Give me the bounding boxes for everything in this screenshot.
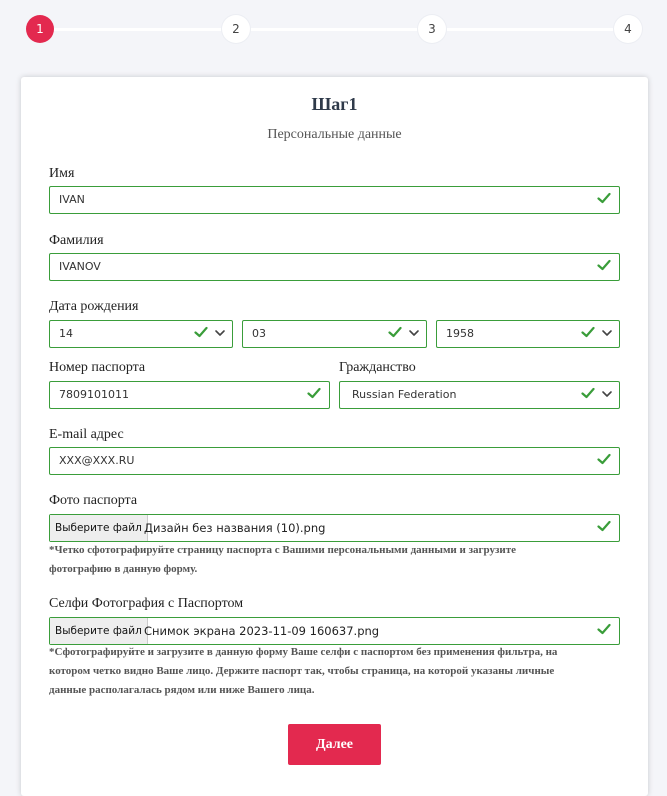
email-input[interactable] bbox=[49, 447, 620, 475]
selfie-photo-label: Селфи Фотография с Паспортом bbox=[49, 596, 244, 611]
citizenship-label: Гражданство bbox=[339, 360, 416, 375]
first-name-input[interactable] bbox=[49, 186, 620, 214]
first-name-label: Имя bbox=[49, 166, 75, 181]
citizenship-value: Russian Federation bbox=[352, 388, 457, 401]
last-name-label: Фамилия bbox=[49, 233, 104, 248]
email-value: XXX@XXX.RU bbox=[59, 454, 135, 467]
passport-number-value: 7809101011 bbox=[59, 388, 129, 401]
birth-year-value: 1958 bbox=[446, 327, 474, 340]
step-1: 1 bbox=[26, 15, 54, 43]
birth-month-select[interactable] bbox=[242, 320, 427, 348]
check-icon bbox=[597, 622, 611, 636]
passport-photo-hint-line2: фотографию в данную форму. bbox=[49, 563, 198, 575]
check-icon bbox=[597, 452, 611, 466]
birth-day-value: 14 bbox=[59, 327, 73, 340]
selfie-photo-file-input[interactable] bbox=[49, 617, 620, 645]
check-icon bbox=[597, 191, 611, 205]
email-label: E-mail адрес bbox=[49, 427, 124, 442]
step-4: 4 bbox=[614, 15, 642, 43]
chevron-down-icon bbox=[408, 327, 420, 339]
first-name-value: IVAN bbox=[59, 193, 85, 206]
last-name-input[interactable] bbox=[49, 253, 620, 281]
selfie-photo-hint-line2: котором четко видно Ваше лицо. Держите паспорт так, чтобы страница, на которой указаны личные bbox=[49, 665, 555, 677]
check-icon bbox=[597, 519, 611, 533]
birth-day-select[interactable] bbox=[49, 320, 233, 348]
stepper-line bbox=[40, 28, 628, 31]
step-title: Шаг1 bbox=[311, 94, 358, 114]
passport-photo-file-input[interactable] bbox=[49, 514, 620, 542]
check-icon bbox=[388, 325, 402, 339]
last-name-value: IVANOV bbox=[59, 260, 101, 273]
chevron-down-icon bbox=[214, 327, 226, 339]
citizenship-select[interactable] bbox=[339, 381, 620, 409]
selfie-photo-choose-button[interactable]: Выберите файл bbox=[50, 618, 148, 644]
step-subtitle: Персональные данные bbox=[267, 127, 402, 142]
step-3: 3 bbox=[418, 15, 446, 43]
passport-number-label: Номер паспорта bbox=[49, 360, 146, 375]
chevron-down-icon bbox=[601, 327, 613, 339]
progress-stepper bbox=[0, 0, 667, 60]
check-icon bbox=[581, 386, 595, 400]
passport-photo-hint bbox=[49, 541, 516, 579]
passport-photo-choose-button[interactable]: Выберите файл bbox=[50, 515, 148, 541]
check-icon bbox=[194, 325, 208, 339]
birth-year-select[interactable] bbox=[436, 320, 620, 348]
check-icon bbox=[307, 386, 321, 400]
form-card bbox=[21, 77, 648, 796]
passport-photo-label: Фото паспорта bbox=[49, 493, 138, 508]
check-icon bbox=[581, 325, 595, 339]
birth-month-value: 03 bbox=[252, 327, 266, 340]
step-2: 2 bbox=[222, 15, 250, 43]
selfie-photo-hint-line1: *Сфотографируйте и загрузите в данную форму Ваше селфи с паспортом без применения фильтра, на bbox=[49, 646, 558, 658]
passport-number-input[interactable] bbox=[49, 381, 330, 409]
selfie-photo-hint-line3: данные располагалась рядом или ниже Вашего лица. bbox=[49, 684, 315, 696]
selfie-photo-hint bbox=[49, 643, 557, 700]
passport-photo-filename: Дизайн без названия (10).png bbox=[144, 521, 326, 535]
chevron-down-icon bbox=[601, 388, 613, 400]
selfie-photo-filename: Снимок экрана 2023-11-09 160637.png bbox=[144, 624, 380, 638]
passport-photo-hint-line1: *Четко сфотографируйте страницу паспорта с Вашими персональными данными и загрузите bbox=[49, 544, 517, 556]
birth-date-label: Дата рождения bbox=[49, 299, 139, 314]
check-icon bbox=[597, 258, 611, 272]
next-button[interactable]: Далее bbox=[288, 724, 381, 765]
